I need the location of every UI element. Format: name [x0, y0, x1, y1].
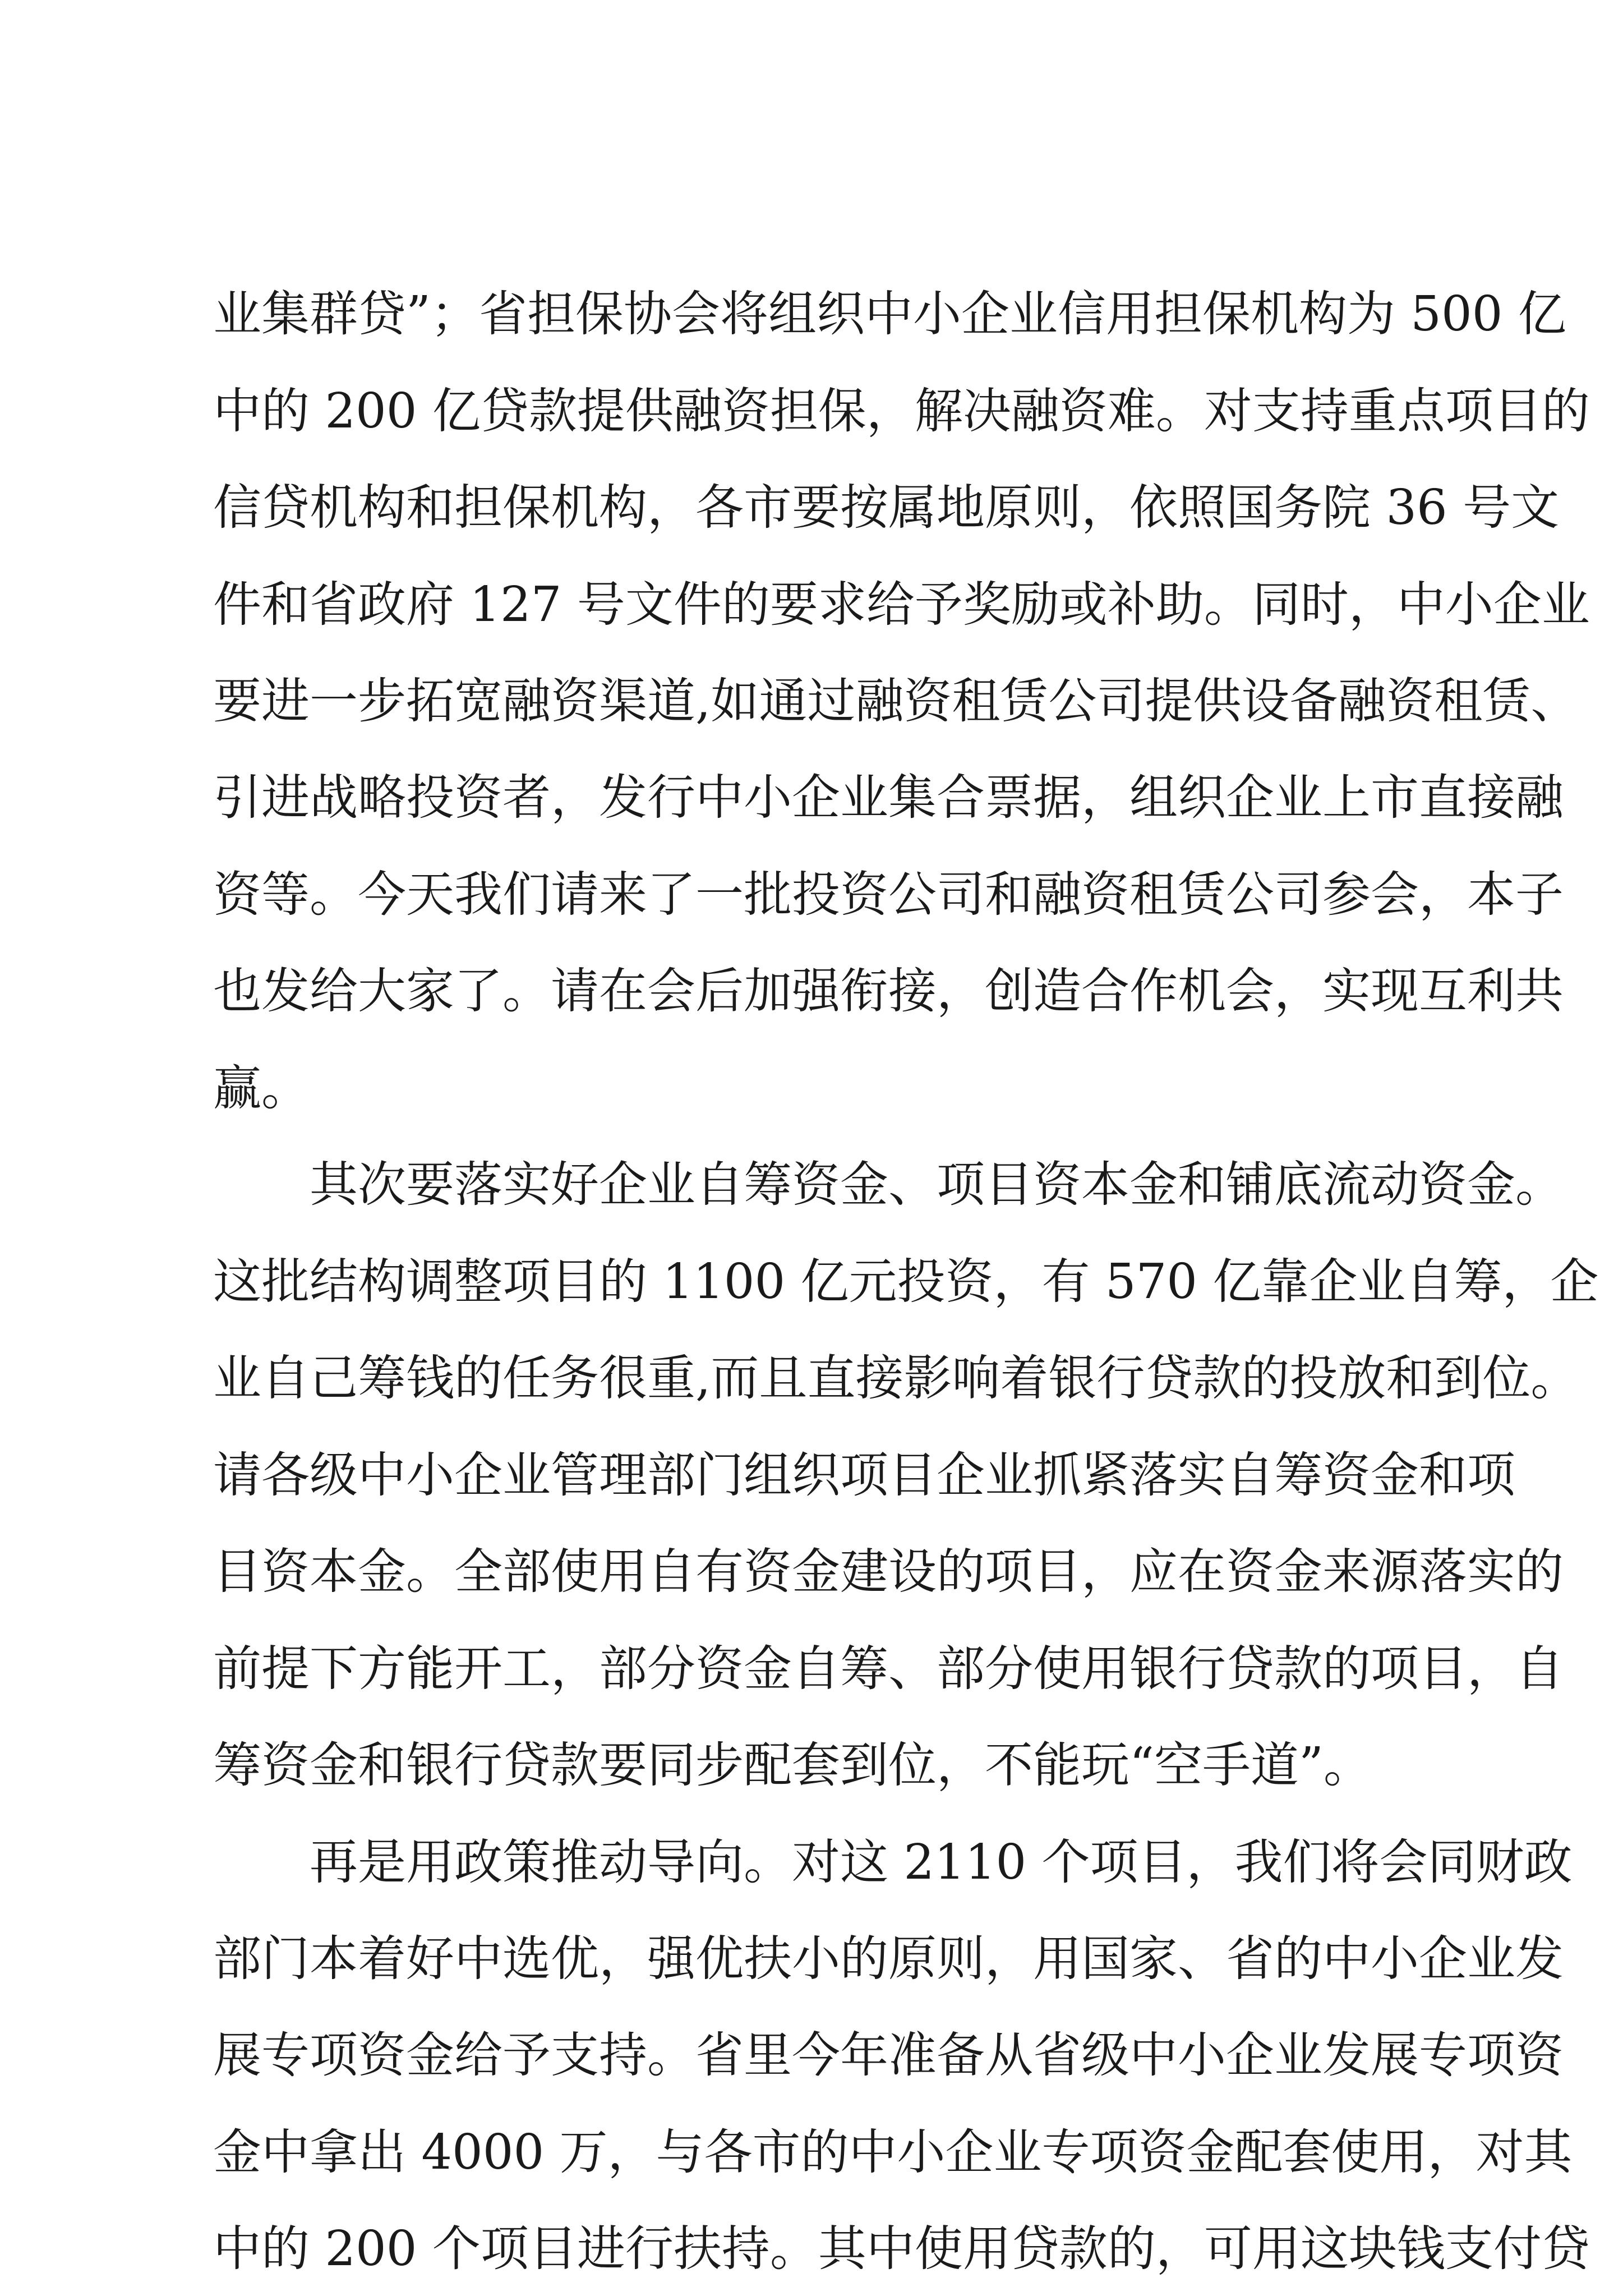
text-line: 目资本金。全部使用自有资金建设的项目，应在资金来源落实的 — [213, 1544, 1564, 1600]
text-line: 部门本着好中选优，强优扶小的原则，用国家、省的中小企业发 — [213, 1931, 1564, 1987]
text-line: 资等。今天我们请来了一批投资公司和融资租赁公司参会，本子 — [213, 867, 1564, 923]
text-line: 引进战略投资者，发行中小企业集合票据，组织企业上市直接融 — [213, 770, 1564, 826]
text-line: 业集群贷”；省担保协会将组织中小企业信用担保机构为 500 亿 — [213, 286, 1566, 342]
text-line: 筹资金和银行贷款要同步配套到位，不能玩“空手道”。 — [213, 1737, 1372, 1793]
text-line: 件和省政府 127 号文件的要求给予奖励或补助。同时，中小企业 — [213, 577, 1590, 633]
text-line: 展专项资金给予支持。省里今年准备从省级中小企业发展专项资 — [213, 2027, 1564, 2083]
text-line: 要进一步拓宽融资渠道,如通过融资租赁公司提供设备融资租赁、 — [213, 673, 1579, 729]
text-line: 金中拿出 4000 万，与各市的中小企业专项资金配套使用，对其 — [213, 2124, 1573, 2180]
text-line: 赢。 — [213, 1060, 310, 1116]
text-line: 这批结构调整项目的 1100 亿元投资，有 570 亿靠企业自筹，企 — [213, 1254, 1599, 1310]
text-line: 业自己筹钱的任务很重,而且直接影响着银行贷款的投放和到位。 — [213, 1350, 1579, 1406]
paragraph-first-line: 其次要落实好企业自筹资金、项目资本金和铺底流动资金。 — [310, 1157, 1564, 1213]
text-line: 请各级中小企业管理部门组织项目企业抓紧落实自筹资金和项 — [213, 1447, 1515, 1503]
text-line: 信贷机构和担保机构，各市要按属地原则，依照国务院 36 号文 — [213, 480, 1560, 536]
text-line: 前提下方能开工，部分资金自筹、部分使用银行贷款的项目，自 — [213, 1641, 1564, 1697]
text-line: 中的 200 个项目进行扶持。其中使用贷款的，可用这块钱支付贷 — [213, 2221, 1590, 2277]
text-line: 中的 200 亿贷款提供融资担保，解决融资难。对支持重点项目的 — [213, 383, 1590, 439]
paragraph-first-line: 再是用政策推动导向。对这 2110 个项目，我们将会同财政 — [310, 1834, 1573, 1890]
text-line: 也发给大家了。请在会后加强衔接，创造合作机会，实现互利共 — [213, 963, 1564, 1019]
